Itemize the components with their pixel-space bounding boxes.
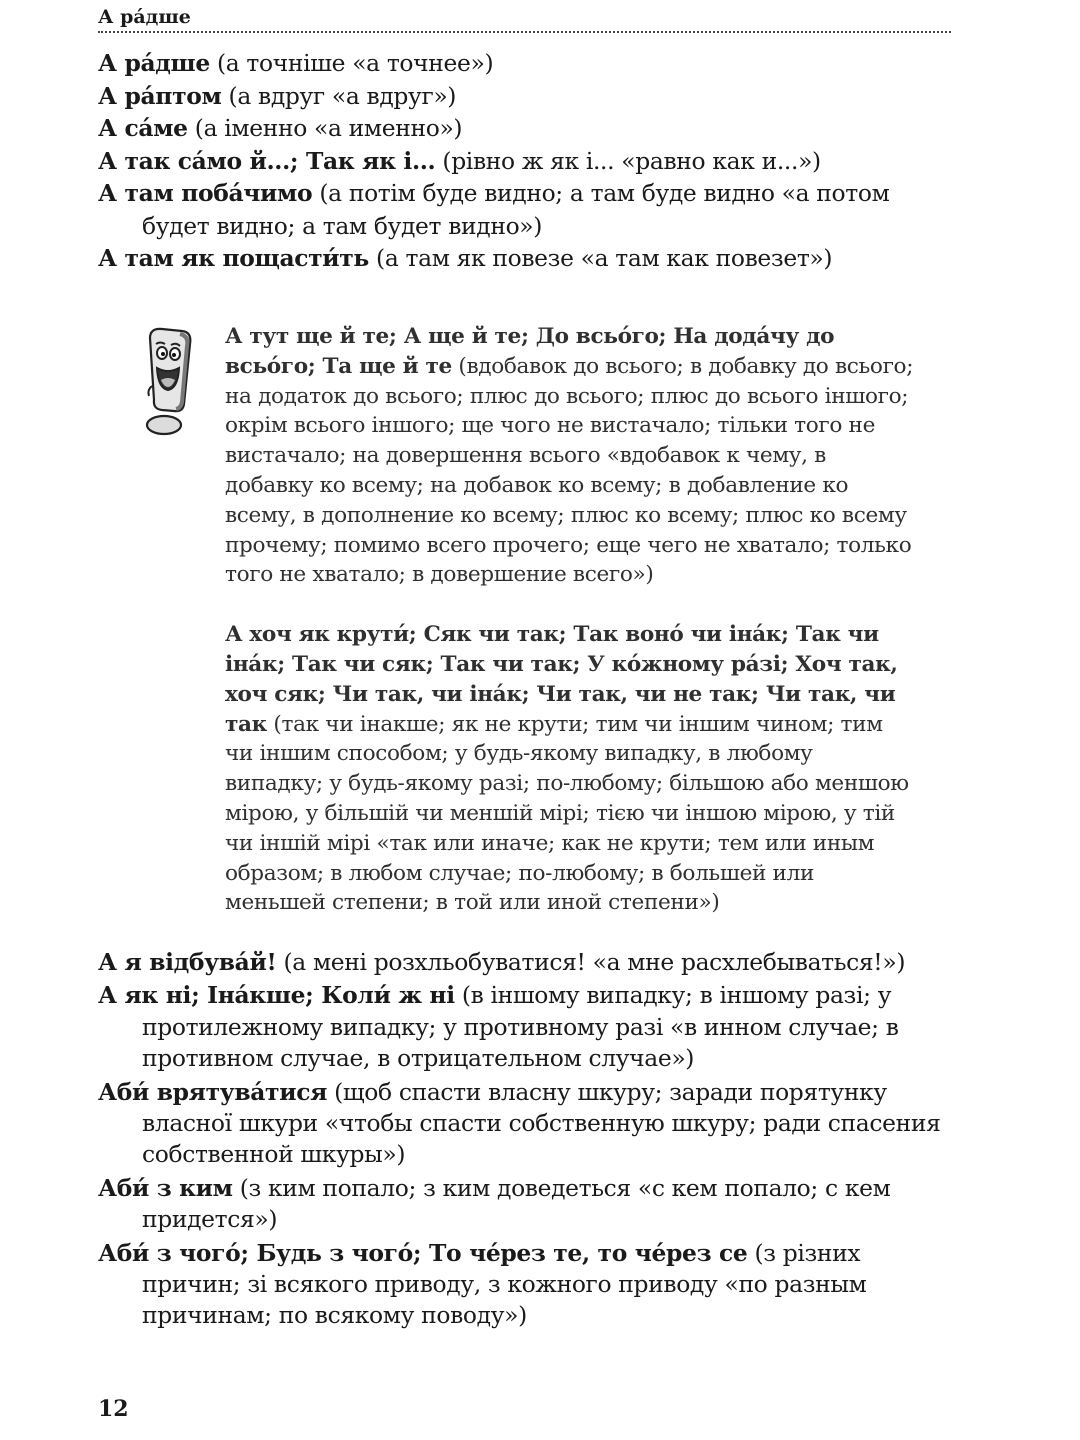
entry-term: А там поба́чимо [98,179,313,207]
entry-term: А ра́птом [98,81,222,110]
running-header: А ра́дше [98,6,191,28]
entry [225,620,915,918]
entry-term: Аби́ з чого́; Будь з чого́; То че́рез те, то че́рез се [98,1238,748,1267]
entry [98,1173,956,1236]
boxed-entries [225,322,915,918]
entry-definition: (рівно ж як і... «равно как и...») [435,146,821,175]
entry-term: А я відбува́й! [98,948,277,976]
entry-definition: (а потім буде видно; а там буде видно «а потом будет видно; а там будет видно») [142,179,890,240]
entry-definition: (а мені розхльобуватися! «а мне расхлебываться!») [276,948,906,976]
spacer [225,590,915,620]
entry [98,980,956,1074]
exclamation-mascot-icon [140,326,196,438]
entry-definition: (а точніше «а точнее») [209,49,494,77]
header-divider [98,31,951,33]
entry-term: А са́ме [98,114,188,142]
entry-definition: (вдобавок до всього; в добавку до всього; на додаток до всього; плюс до всього; плюс до всього іншого; окрім всього іншого; ще чого не вистачало; тільки того не вистачало; на довершення всього «вдобавок к чему, в добавку ко всему; на добавок ко всему; в добавление ко всему, в дополнение ко всему; плюс ко всему; плюс ко всему прочему; помимо всего прочего; еще чего не хватало; только того не хватало; в довершение всего») [225,353,914,588]
entry [98,80,954,113]
entry [98,242,954,275]
entry [98,145,954,178]
entry [98,177,954,242]
entry [98,1077,956,1171]
entry-definition: (а там як повезе «а там как повезет») [368,244,833,272]
entry-term: Аби́ врятува́тися [98,1077,328,1106]
entry-term: А ра́дше [98,49,210,77]
entry [98,112,954,145]
entry-definition: (з ким попало; з ким доведеться «с кем попало; с кем придется») [142,1173,891,1234]
entry-term: Аби́ з ким [98,1173,233,1202]
entry-term: А так са́мо й...; Так як і... [98,146,436,175]
entry-definition: (з різних причин; зі всякого приводу, з кожного приводу «по разным причинам; по всякому поводу») [142,1238,867,1330]
entry-term: А хоч як крути́; Сяк чи так; Так воно́ чи іна́к; Так чи іна́к; Так чи сяк; Так чи так; У ко́жному ра́зі; Хоч так, хоч сяк; Чи так, чи іна́к; Чи так, чи не так; Чи так, чи так [225,622,898,737]
entry-term: А тут ще й те; А ще й те; До всьо́го; На дода́чу до всьо́го; Та ще й те [225,324,835,379]
entries-bottom [98,947,956,1334]
entry-definition: (так чи інакше; як не крути; тим чи іншим чином; тим чи іншим способом; у будь-якому випадку, в любому випадку; у будь-якому разі; по-любому; більшою або меншою мірою, у більшій чи меншій мірі; тією чи іншою мірою, у тій чи іншій мірі «так или иначе; как не крути; тем или иным образом; в любом случае; по-любому; в большей или меньшей степени; в той или иной степени») [225,711,909,916]
entry [98,947,956,978]
entries-top [98,47,954,275]
entry-term: А як ні; Іна́кше; Коли́ ж ні [98,981,455,1010]
entry-definition: (щоб спасти власну шкуру; заради порятунку власної шкури «чтобы спасти собственную шкуру; ради спасения собственной шкуры») [142,1077,941,1169]
entry-definition: (в іншому випадку; в іншому разі; у протилежному випадку; у противному разі «в инном случае; в противном случае, в отрицательном случае») [142,981,899,1073]
entry [225,322,915,590]
page-number: 12 [98,1396,129,1422]
entry-definition: (а вдруг «а вдруг») [221,81,457,110]
entry-definition: (а іменно «а именно») [187,114,463,142]
entry [98,47,954,80]
entry-term: А там як пощасти́ть [98,244,369,272]
entry [98,1238,956,1332]
